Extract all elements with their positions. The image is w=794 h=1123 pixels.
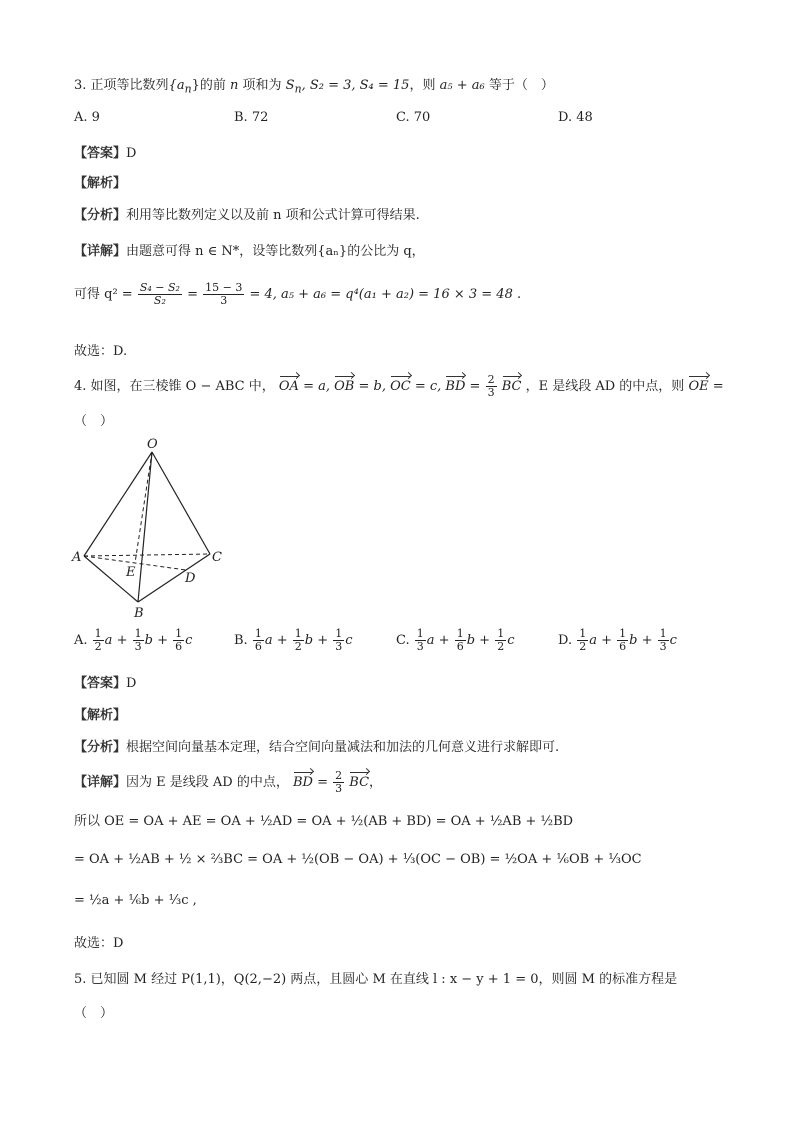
q4-paren: （ ）: [74, 414, 114, 429]
q4-detail: 【详解】因为 E 是线段 AD 的中点， BD = $\frac{2}{3}$ BC，: [74, 769, 383, 795]
edge-OC: [152, 452, 210, 554]
q3-option-b: B. 72: [234, 110, 269, 125]
label-B: B: [134, 606, 144, 621]
q4-option-b: B. $\frac{1}{6}$ a + $\frac{1}{2}$ b + $\frac{1}{3}$ c: [234, 627, 353, 653]
q4-step-2: = OA + ½AB + ½ × ⅔BC = OA + ½(OB − OA) + ⅓(OC − OB) = ½OA + ⅙OB + ⅓OC: [74, 852, 642, 867]
q3-fenxi: 【分析】利用等比数列定义以及前 n 项和公式计算可得结果.: [74, 208, 420, 223]
edge-AC-hidden: [84, 554, 210, 556]
q3-option-d: D. 48: [558, 110, 593, 125]
q3-stem: 3. 正项等比数列$\{a_n\}$的前 n 项和为 $S_n$, S₂ = 3, S₄ = 15，则 a₅ + a₆ 等于（ ）: [74, 78, 554, 96]
q4-step-3: = ½a + ⅙b + ⅓c ,: [74, 893, 197, 908]
q4-answer: 【答案】D: [74, 676, 137, 691]
q5-paren: （ ）: [74, 1006, 114, 1021]
q3-conclusion: 故选：D.: [74, 344, 128, 359]
q4-fenxi: 【分析】根据空间向量基本定理，结合空间向量减法和加法的几何意义进行求解即可.: [74, 740, 560, 755]
q3-answer: 【答案】D: [74, 146, 137, 161]
fraction: $\frac{\text{S₄ − S₂}}{\text{S₂}}$: [139, 281, 180, 307]
edge-BC: [138, 554, 210, 602]
label-O: O: [147, 437, 158, 452]
label-D: D: [185, 571, 196, 586]
edge-OB: [138, 452, 152, 602]
edge-OA: [84, 452, 152, 556]
q3-detail: 【详解】由题意可得 n ∈ N*，设等比数列{aₙ}的公比为 q，: [74, 244, 425, 259]
q3-analysis-tag: 【解析】: [74, 176, 127, 191]
q4-step-1: 所以 OE = OA + AE = OA + ½AD = OA + ½(AB + BD) = OA + ½AB + ½BD: [74, 814, 574, 829]
q3-option-c: C. 70: [396, 110, 431, 125]
fraction: $\frac{2}{3}$: [487, 373, 495, 399]
q3-option-a: A. 9: [74, 110, 100, 125]
q4-conclusion: 故选：D: [74, 936, 124, 951]
q5-stem: 5. 已知圆 M 经过 P(1,1)，Q(2,−2) 两点，且圆心 M 在直线 l : x − y + 1 = 0，则圆 M 的标准方程是: [74, 972, 678, 987]
pyramid-figure: [70, 430, 240, 625]
q4-option-a: A. $\frac{1}{2}$ a + $\frac{1}{3}$ b + $\frac{1}{6}$ c: [74, 627, 193, 653]
q4-analysis-tag: 【解析】: [74, 708, 127, 723]
q4-stem: 4. 如图，在三棱锥 O − ABC 中， OA = a, OB = b, OC = c, BD = $\frac{2}{3}$ BC ，E 是线段 AD 的中点，则 OE =: [74, 373, 724, 399]
q4-option-d: D. $\frac{1}{2}$ a + $\frac{1}{6}$ b + $\frac{1}{3}$ c: [558, 627, 677, 653]
label-E: E: [126, 565, 136, 580]
label-C: C: [212, 550, 222, 565]
q4-option-c: C. $\frac{1}{3}$ a + $\frac{1}{6}$ b + $\frac{1}{2}$ c: [396, 627, 515, 653]
label-A: A: [72, 550, 82, 565]
q3-detail-equation: 可得 q² = $\frac{\text{S₄ − S₂}}{\text{S₂}}$ = $\frac{15 - 3}{3}$ = 4, a₅ + a₆ = q⁴(a₁ + a₂) = 16 × 3 = 48 .: [74, 281, 522, 307]
fraction: $\frac{15 - 3}{3}$: [205, 281, 243, 307]
